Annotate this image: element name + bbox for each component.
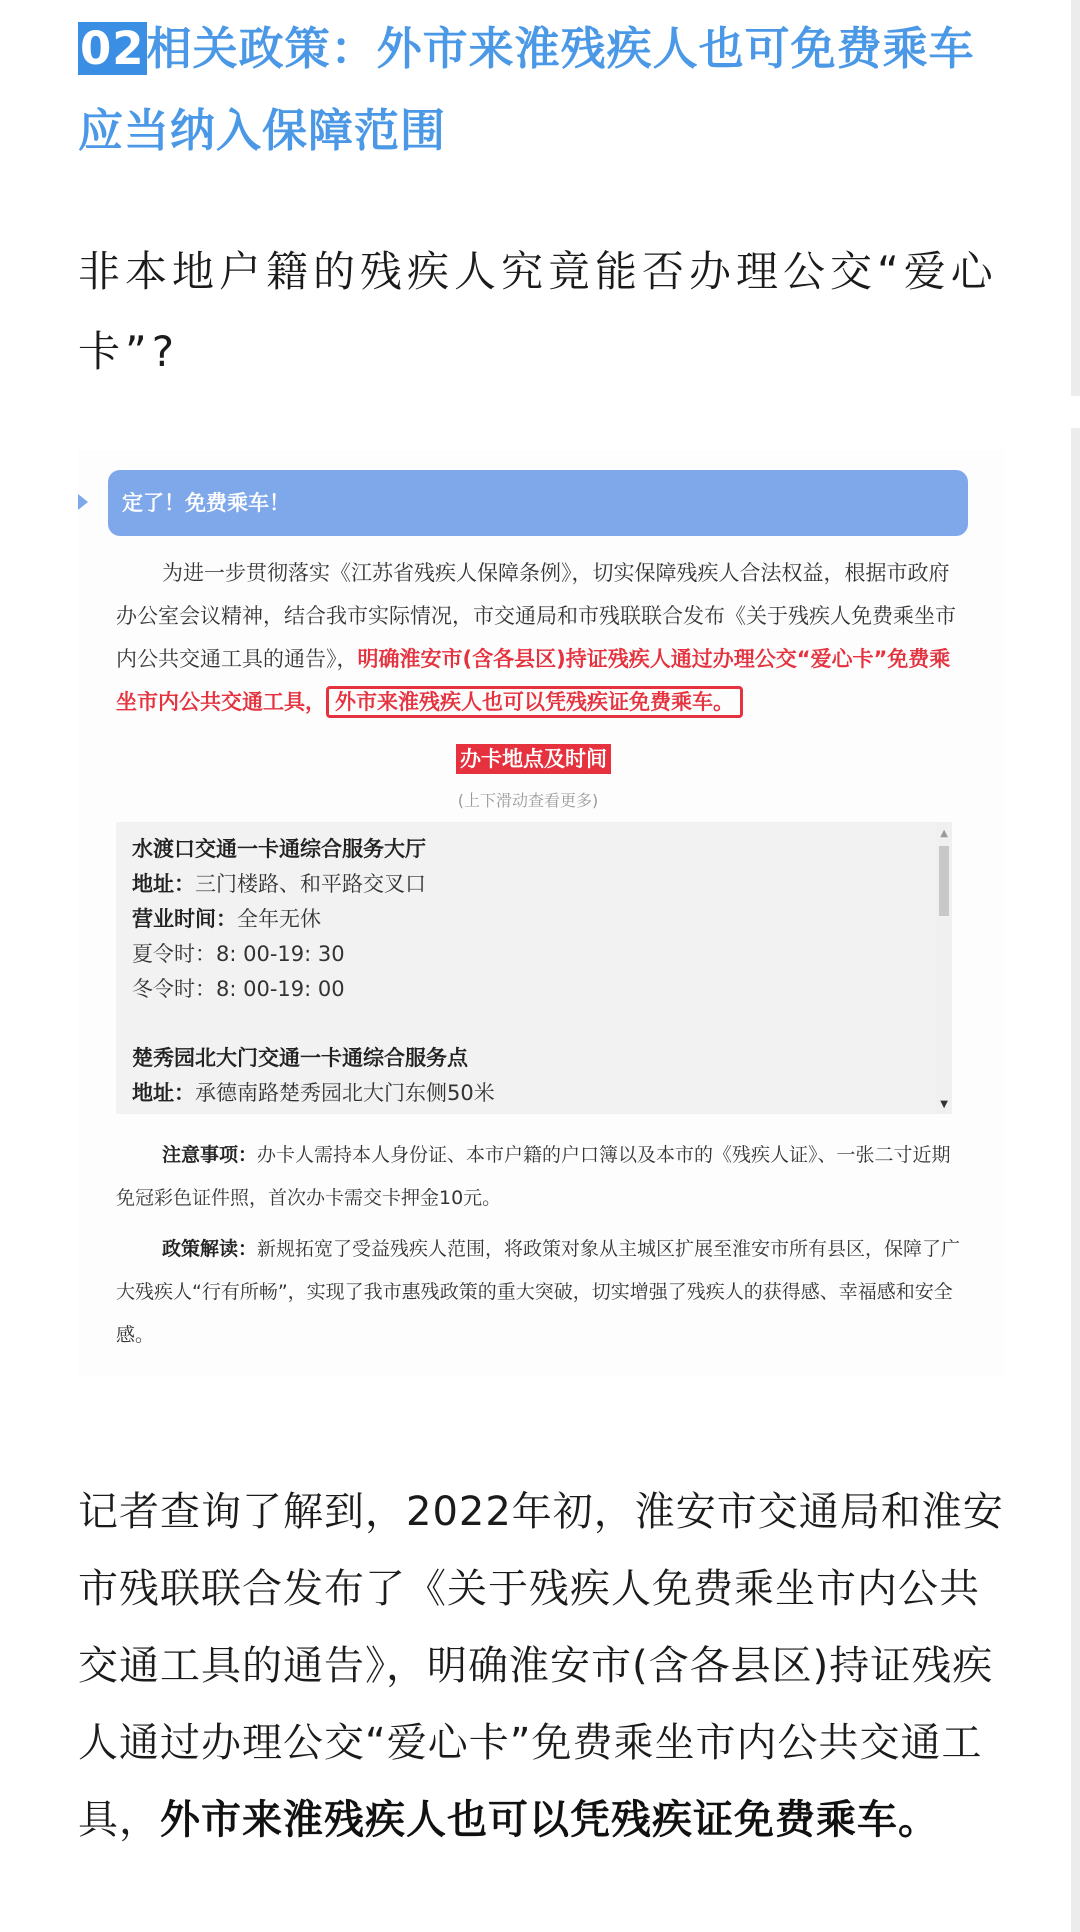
page-scrollbar-segment[interactable] <box>1071 0 1080 396</box>
banner-arrow-icon <box>78 494 88 510</box>
location-name: 水渡口交通一卡通综合服务大厅 <box>132 837 426 861</box>
notice-precautions: 注意事项：办卡人需持本人身份证、本市户籍的户口簿以及本市的《残疾人证》、一张二寸近期免冠彩色证件照，首次办卡需交卡押金10元。 <box>116 1144 951 1209</box>
embedded-notice-image <box>78 450 1004 1376</box>
location-hours: 营业时间：全年无休 <box>132 907 321 931</box>
section-heading <box>78 8 1008 172</box>
notice-boxed-highlight: 外市来淮残疾人也可以凭残疾证免费乘车。 <box>326 686 743 718</box>
article-bold-highlight: 外市来淮残疾人也可以凭残疾证免费乘车。 <box>160 1797 939 1843</box>
policy-interpretation: 政策解读：新规拓宽了受益残疾人范围，将政策对象从主城区扩展至淮安市所有县区，保障了广大残疾人“行有所畅”，实现了我市惠残政策的重大突破，切实增强了残疾人的获得感、幸福感和安全感。 <box>116 1238 961 1346</box>
notice-paragraph <box>116 552 964 724</box>
location-address: 地址：三门楼路、和平路交叉口 <box>132 872 426 896</box>
notice-lead: 为进一步贯彻落实《江苏省残疾人保障条例》，切实保障残疾人合法权益，根据市政府办公室会议精神，结合我市实际情况，市交通局和市残联联合发布《关于残疾人免费乘坐市内公共交通工具的通告》， <box>116 561 956 671</box>
section-number: 02 <box>80 22 145 75</box>
locations-section-tag: 办卡地点及时间 <box>456 744 611 774</box>
location-name: 楚秀园北大门交通一卡通综合服务点 <box>132 1046 468 1070</box>
location-winter-hours: 冬令时：8: 00-19: 00 <box>132 977 345 1001</box>
locations-scroll-box[interactable] <box>116 822 952 1114</box>
list-scrollbar-thumb[interactable] <box>939 846 949 916</box>
locations-list <box>132 832 922 1111</box>
scroll-up-arrow-icon[interactable]: ▲ <box>940 828 948 839</box>
location-summer-hours: 夏令时：8: 00-19: 30 <box>132 942 345 966</box>
question-text: 非本地户籍的残疾人究竟能否办理公交“爱心卡”? <box>78 247 998 376</box>
page-scrollbar-segment[interactable] <box>1071 428 1080 1932</box>
location-address: 地址：承德南路楚秀园北大门东侧50米 <box>132 1081 495 1105</box>
scroll-down-arrow-icon[interactable]: ▼ <box>940 1099 948 1110</box>
article-paragraph: 记者查询了解到，2022年初，淮安市交通局和淮安市残联联合发布了《关于残疾人免费乘坐市内公共交通工具的通告》，明确淮安市(含各县区)持证残疾人通过办理公交“爱心卡”免费乘坐市内公共交通工具，外市来淮残疾人也可以凭残疾证免费乘车。 <box>78 1489 1004 1843</box>
scroll-hint: (上下滑动查看更多) <box>457 791 599 810</box>
notice-highlight: 明确淮安市(含各县区)持证残疾人通过办理公交“爱心卡”免费乘坐市内公共交通工具， <box>116 647 951 714</box>
section-title: 相关政策：外市来淮残疾人也可免费乘车应当纳入保障范围 <box>78 22 975 157</box>
notice-banner: 定了！免费乘车！ <box>108 470 968 536</box>
